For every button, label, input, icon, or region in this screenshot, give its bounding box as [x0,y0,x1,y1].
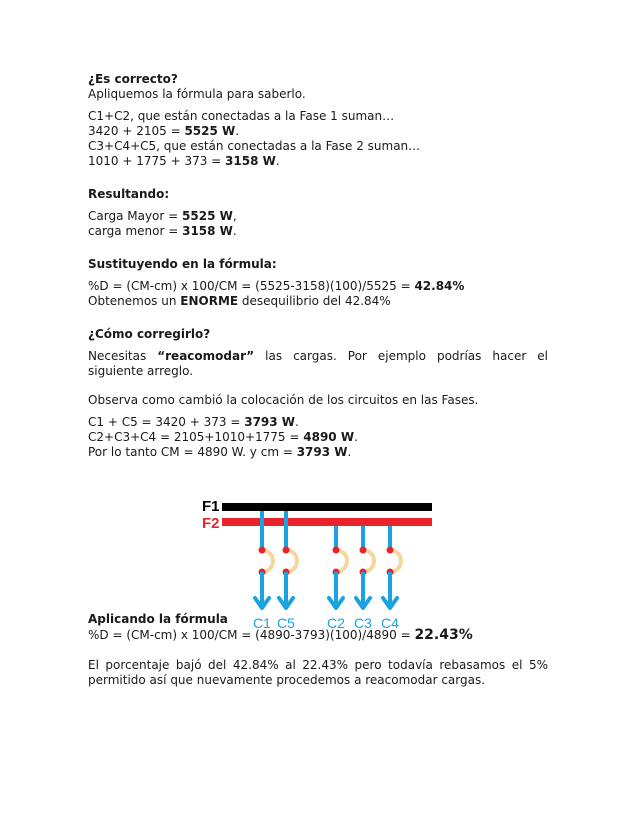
reacomodar-post: las cargas. Por ejemplo podrías hacer el siguiente arreglo. [88,349,548,378]
cm-total-a: Por lo tanto CM = 4890 W. y cm = [88,445,297,459]
formula-1-result: 42.84% [414,279,465,293]
carga-mayor-value: 5525 W [182,209,233,223]
circuit-label-c3: C3 [354,615,372,631]
c1-c5-calc: C1 + C5 = 3420 + 373 = 3793 W. [88,415,299,429]
desequilibrio-pre: Obtenemos un [88,294,181,308]
carga-menor-label: carga menor = [88,224,183,238]
formula-1-expr: %D = (CM-cm) x 100/CM = (5525-3158)(100)/5525 = [88,279,415,293]
phase1-bar [222,503,432,511]
phase-diagram-svg [198,494,438,634]
switch-arc-c5 [286,550,297,572]
heading-es-correcto: ¿Es correcto? [88,72,178,86]
fase1-text: C1+C2, que están conectadas a la Fase 1 suman… [88,109,395,123]
carga-mayor-label: Carga Mayor = [88,209,183,223]
heading-aplicando: Aplicando la fórmula [88,612,228,626]
desequilibrio-text [88,294,548,309]
carga-menor: carga menor = 3158 W. [88,224,237,238]
reacomodar-pre: Necesitas [88,349,158,363]
phase-diagram [198,494,438,634]
switch-arc-c2 [336,550,347,572]
switch-dot-top-c1 [259,547,266,554]
reacomodar-paragraph [88,349,548,379]
fase1-calc: 3420 + 2105 = 5525 W. [88,124,240,138]
switch-arc-c3 [363,550,374,572]
intro-text: Apliquemos la fórmula para saberlo. [88,87,306,101]
heading-sustituyendo: Sustituyendo en la fórmula: [88,257,277,271]
heading-resultando: Resultando: [88,187,170,201]
phase1-label: F1 [202,498,220,515]
fase2-calc: 1010 + 1775 + 373 = 3158 W. [88,154,280,168]
formula-2-expr: %D = (CM-cm) x 100/CM = (4890-3793)(100)/4890 = [88,628,415,642]
circuit-label-c4: C4 [381,615,399,631]
fase1-result: 5525 W [184,124,236,138]
formula-2-result: 22.43% [414,627,473,643]
observa-text: Observa como cambió la colocación de los circuitos en las Fases. [88,393,479,407]
fase2-text: C3+C4+C5, que están conectadas a la Fase 2 suman… [88,139,421,153]
heading-como-corregirlo: ¿Cómo corregirlo? [88,327,211,341]
circuit-label-c5: C5 [277,615,295,631]
cm-total-b: 3793 W [296,445,348,459]
c2-c3-c4-result: 4890 W [303,430,355,444]
conclusion-paragraph: El porcentaje bajó del 42.84% al 22.43% pero todavía rebasamos el 5% permitido así que nuevamente procedemos a reacomodar cargas. [88,658,548,687]
switch-arc-c1 [262,550,273,572]
c2-c3-c4-calc: C2+C3+C4 = 2105+1010+1775 = 4890 W. [88,430,358,444]
circuits-group [253,511,401,631]
switch-dot-top-c5 [283,547,290,554]
desequilibrio-strong: ENORME [180,294,239,308]
cm-total: Por lo tanto CM = 4890 W. y cm = 3793 W. [88,445,352,459]
fase2-calc-expr: 1010 + 1775 + 373 = [88,154,226,168]
c1-c5-result: 3793 W [244,415,296,429]
c2-c3-c4-expr: C2+C3+C4 = 2105+1010+1775 = [88,430,304,444]
desequilibrio-post: desequilibrio del 42.84% [238,294,391,308]
circuit-label-c2: C2 [327,615,345,631]
fase1-calc-expr: 3420 + 2105 = [88,124,185,138]
switch-dot-top-c4 [387,547,394,554]
formula-1 [88,279,548,294]
fase2-result: 3158 W [225,154,276,168]
circuit-label-c1: C1 [253,615,271,631]
switch-dot-top-c2 [333,547,340,554]
reacomodar-strong: “reacomodar” [157,349,255,363]
carga-menor-value: 3158 W [182,224,233,238]
phase2-label: F2 [202,515,220,532]
c1-c5-expr: C1 + C5 = 3420 + 373 = [88,415,245,429]
carga-mayor: Carga Mayor = 5525 W, [88,209,237,223]
phase2-bar [222,518,432,526]
switch-dot-top-c3 [360,547,367,554]
switch-arc-c4 [390,550,401,572]
